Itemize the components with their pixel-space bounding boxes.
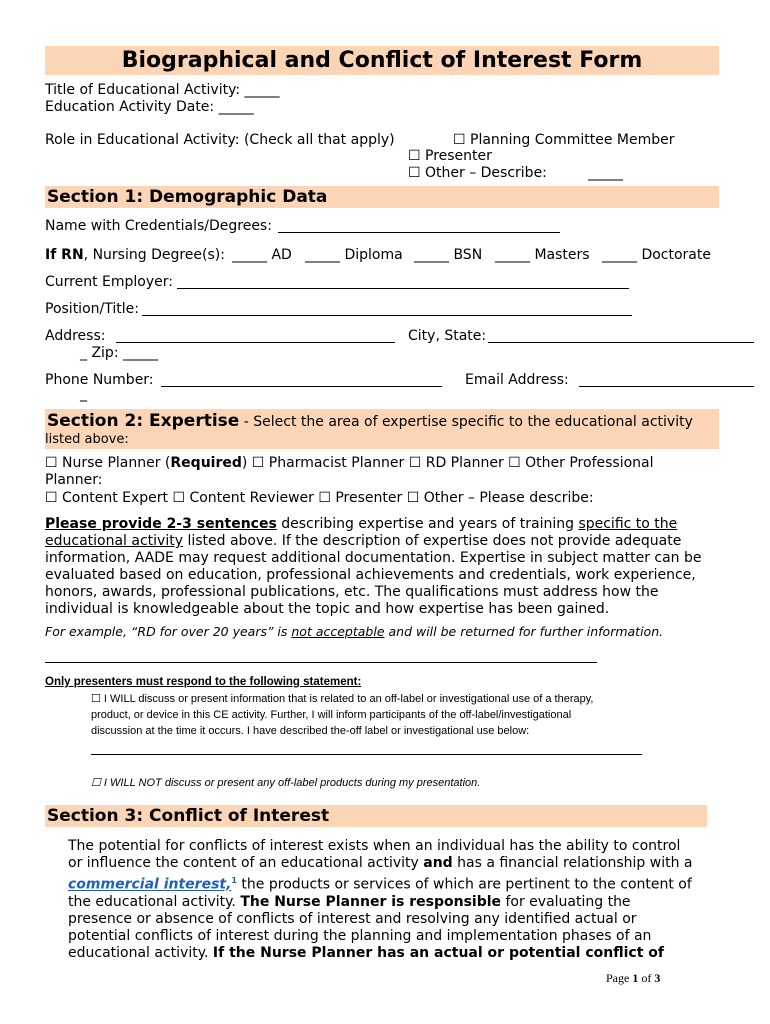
nurse-planner-checkbox[interactable]: ☐ Nurse Planner (	[45, 455, 171, 471]
required-label: Required	[170, 455, 242, 471]
coi-line2c: has a financial relationship with a	[452, 855, 693, 871]
section2-heading-line2: listed above:	[45, 432, 129, 447]
example-b: and will be returned for further information.	[384, 624, 664, 639]
email-label: Email Address:	[465, 372, 569, 388]
please-provide-bold: Please provide 2-3 sentences	[45, 516, 277, 532]
city-state-label: City, State:	[408, 328, 487, 344]
not-acceptable: not acceptable	[291, 624, 385, 639]
name-label: Name with Credentials/Degrees:	[45, 218, 272, 234]
please-tail: listed above. If the description of expertise does not provide adequate	[183, 533, 682, 549]
rn-degree-row	[45, 247, 225, 263]
employer-input-line[interactable]	[177, 288, 629, 289]
please-rest: describing expertise and years of training	[276, 516, 579, 532]
coi-line2a: or influence the content of an educational activity	[68, 855, 424, 871]
coi-line6: potential conflicts of interest during the planning and implementation phases of an	[68, 927, 652, 944]
employer-label: Current Employer:	[45, 274, 173, 290]
off-label-description-line[interactable]	[91, 754, 642, 755]
example-a: For example, “RD for over 20 years” is	[45, 624, 292, 639]
coi-line7a: educational activity.	[68, 944, 213, 961]
coi-line5: presence or absence of conflicts of interest and resolving any identified actual or	[68, 910, 637, 927]
expertise-row1-options[interactable]: ) ☐ Pharmacist Planner ☐ RD Planner ☐ Other Professional	[241, 455, 654, 471]
address-label: Address:	[45, 328, 106, 344]
phone-label: Phone Number:	[45, 372, 154, 388]
name-input-line[interactable]	[278, 232, 560, 233]
page-word: Page	[606, 971, 633, 985]
role-other-describe-field[interactable]: _____	[588, 165, 623, 181]
will-not-discuss-checkbox[interactable]: ☐ I WILL NOT discuss or present any off-label products during my presentation.	[91, 777, 481, 789]
city-state-input-line[interactable]	[488, 342, 754, 343]
coi-line3: the products or services of which are pertinent to the content of	[236, 876, 692, 893]
page-num: 1	[632, 971, 639, 985]
activity-title-field[interactable]: Title of Educational Activity: _____	[45, 82, 280, 98]
position-input-line[interactable]	[142, 315, 632, 316]
expertise-row3[interactable]: ☐ Content Expert ☐ Content Reviewer ☐ Presenter ☐ Other – Please describe:	[45, 490, 594, 506]
page-number	[606, 971, 660, 986]
phone-input-line[interactable]	[161, 386, 442, 387]
section3-heading: Section 3: Conflict of Interest	[47, 806, 330, 826]
page-title: Biographical and Conflict of Interest Form	[121, 48, 643, 73]
rn-bold-label: If RN	[45, 247, 84, 263]
expertise-row1	[45, 455, 654, 471]
coi-line1: The potential for conflicts of interest exists when an individual has the ability to control	[68, 838, 681, 854]
coi-and-bold: and	[423, 855, 453, 871]
expertise-description-line[interactable]	[45, 662, 597, 663]
para-line: individual is knowledgeable about the topic and how expertise has been gained.	[45, 601, 610, 617]
conflict-paragraph	[68, 838, 728, 962]
degree-ad-option[interactable]: _____ AD	[232, 247, 292, 263]
will-discuss-line2: product, or device in this CE activity. Further, I will inform participants of the off-label/investigational	[91, 709, 572, 721]
degree-doctorate-option[interactable]: _____ Doctorate	[602, 247, 711, 263]
degree-bsn-option[interactable]: _____ BSN	[414, 247, 483, 263]
expertise-row2: Planner:	[45, 472, 103, 488]
degree-diploma-option[interactable]: _____ Diploma	[305, 247, 403, 263]
example-note	[45, 624, 663, 639]
page-total: 3	[654, 971, 661, 985]
rn-degree-label: , Nursing Degree(s):	[83, 247, 225, 263]
role-label: Role in Educational Activity: (Check all that apply)	[45, 132, 395, 148]
position-label: Position/Title:	[45, 301, 139, 317]
section2-heading-tail: - Select the area of expertise specific to the educational activity	[239, 414, 693, 430]
role-other-checkbox[interactable]: ☐ Other – Describe:	[408, 165, 547, 181]
section2-heading: Section 2: Expertise	[47, 411, 240, 431]
activity-date-field[interactable]: Education Activity Date: _____	[45, 99, 254, 115]
address-input-line[interactable]	[116, 342, 395, 343]
section1-heading: Section 1: Demographic Data	[47, 187, 328, 207]
footnote-marker[interactable]: 1	[231, 876, 237, 885]
of-word: of	[638, 971, 655, 985]
coi-line4a: the educational activity.	[68, 893, 241, 910]
para-line: evaluated based on education, professional achievements and credentials, work experience,	[45, 567, 696, 583]
section2-heading-row	[45, 410, 693, 432]
role-planning-committee-checkbox[interactable]: ☐ Planning Committee Member	[453, 132, 675, 148]
presenters-heading: Only presenters must respond to the following statement:	[45, 676, 362, 688]
expertise-instructions	[45, 516, 735, 618]
zip-field[interactable]: _ Zip: _____	[80, 345, 158, 361]
coi-line4c: for evaluating the	[501, 893, 631, 910]
para-line: information, AADE may request additional documentation. Expertise in subject matter can be	[45, 550, 702, 566]
commercial-interest-link[interactable]: commercial interest,	[68, 876, 232, 893]
will-discuss-checkbox[interactable]: ☐ I WILL discuss or present information that is related to an off-label or investigational use of a therapy,	[91, 693, 594, 705]
specific-underlined: specific to the	[578, 516, 678, 532]
will-discuss-line3: discussion at the time it occurs. I have described the-off label or investigational use below:	[91, 725, 530, 737]
para-line: honors, awards, professional publications, etc. The qualifications must address how the	[45, 584, 659, 600]
email-input-line[interactable]	[579, 386, 754, 387]
trailing-underscore: _	[80, 386, 87, 402]
educational-activity-underlined: educational activity	[45, 533, 183, 549]
coi-line7-bold: If the Nurse Planner has an actual or potential conflict of	[212, 944, 664, 961]
degree-masters-option[interactable]: _____ Masters	[495, 247, 590, 263]
role-presenter-checkbox[interactable]: ☐ Presenter	[408, 148, 492, 164]
coi-line4-bold: The Nurse Planner is responsible	[240, 893, 502, 910]
